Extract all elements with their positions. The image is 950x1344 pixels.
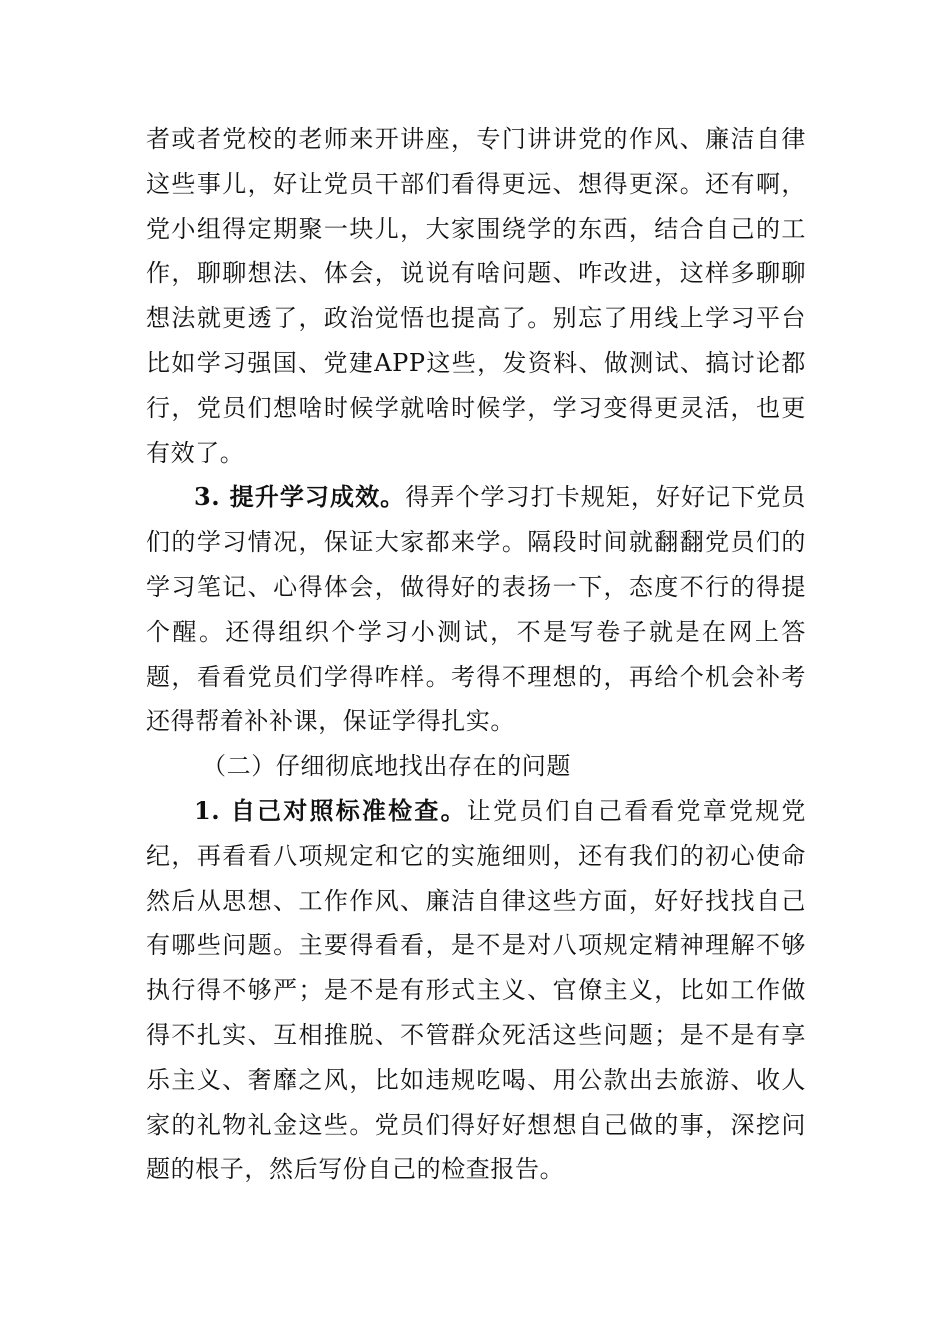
paragraph-item-3 — [146, 475, 806, 744]
item-3-text: 得弄个学习打卡规矩，好好记下党员们的学习情况，保证大家都来学。隔段时间就翻翻党员们的学习笔记、心得体会，做得好的表扬一下，态度不行的得提个醒。还得组织个学习小测试，不是写卷子就是在网上答题，看看党员们学得咋样。考得不理想的，再给个机会补考还得帮着补补课，保证学得扎实。 — [146, 483, 806, 736]
item-1-title: 1. 自己对照标准检查。 — [194, 795, 467, 825]
section-2-heading: （二）仔细彻底地找出存在的问题 — [202, 752, 571, 781]
paragraph-continued: 者或者党校的老师来开讲座，专门讲讲党的作风、廉洁自律这些事儿，好让党员干部们看得更远、想得更深。还有啊，党小组得定期聚一块儿，大家围绕学的东西，结合自己的工作，聊聊想法、体会，说说有啥问题、咋改进，这样多聊聊想法就更透了，政治觉悟也提高了。别忘了用线上学习平台比如学习强国、党建APP这些，发资料、做测试、搞讨论都行，党员们想啥时候学就啥时候学，学习变得更灵活，也更有效了。 — [146, 125, 806, 467]
item-3-title: 3. 提升学习成效。 — [194, 482, 406, 512]
paragraph-item-1 — [146, 789, 806, 1192]
item-1-text: 让党员们自己看看党章党规党纪，再看看八项规定和它的实施细则，还有我们的初心使命然后从思想、工作作风、廉洁自律这些方面，好好找找自己有哪些问题。主要得看看，是不是对八项规定精神理解不够执行得不够严；是不是有形式主义、官僚主义，比如工作做得不扎实、互相推脱、不管群众死活这些问题；是不是有享乐主义、奢靡之风，比如违规吃喝、用公款出去旅游、收人家的礼物礼金这些。党员们得好好想想自己做的事，深挖问题的根子，然后写份自己的检查报告。 — [146, 796, 806, 1184]
document-body — [146, 117, 806, 1192]
